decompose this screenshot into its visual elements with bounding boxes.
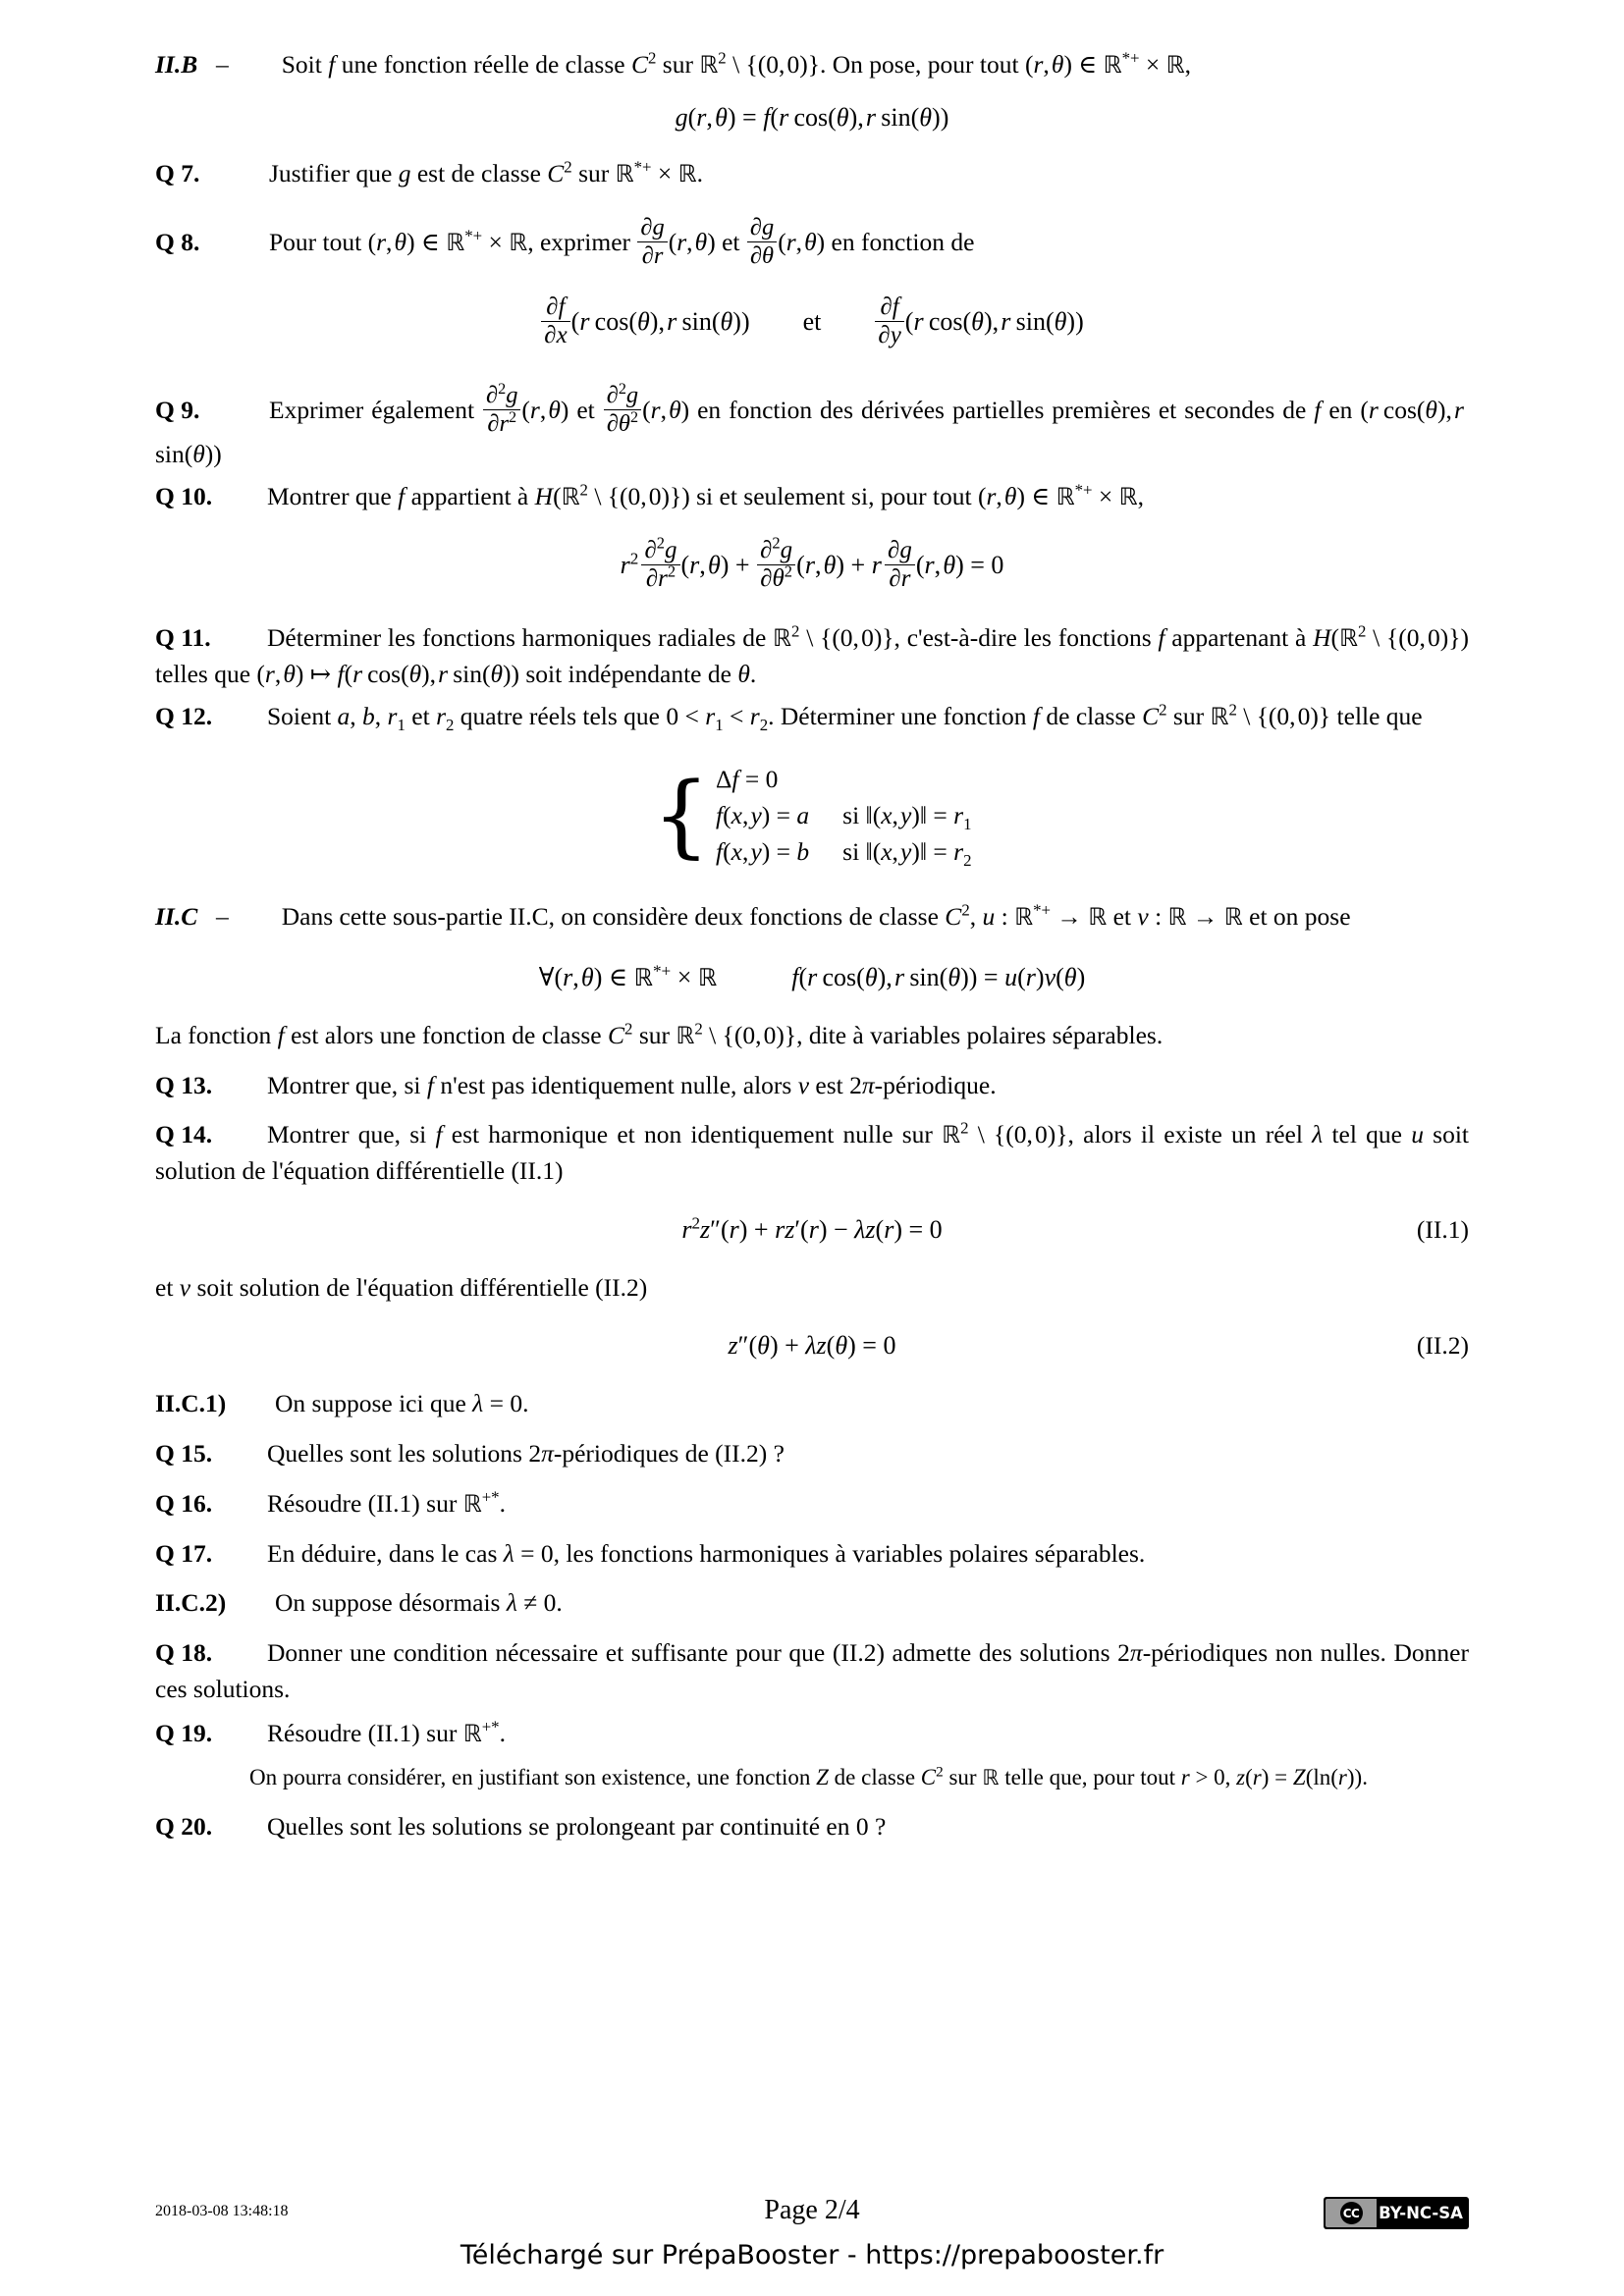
system-row-2: f(x, y) = a si ‖(x, y)‖ = $r_1$ [716, 800, 972, 833]
subsection-II-C-2-body: On suppose désormais λ ≠ 0. [275, 1588, 563, 1618]
section-II-B-body: Soit f une fonction réelle de classe $C^2$ sur ℝ$^2$ \ {(0, 0)}. On pose, pour tout (r, θ) ∈ ℝ*+ × ℝ, [281, 48, 1191, 79]
subsection-label-II-C-2: II.C.2) [155, 1588, 227, 1618]
question-q14-label: Q 14. [155, 1120, 213, 1149]
equation-polar-laplacian: $r^2$ $\frac{\partial^2g}{\partial r^2}$ (r, θ) + $\frac{\partial^2g}{\partial\theta^2}$ (r, θ) + r $\frac{\partial g}{\partial r}$ (r, θ) = 0 [620, 534, 1004, 593]
question-q7 [155, 156, 1469, 192]
equation-II-1: $r^2z''(r) + rz'(r) - \lambda z(r) = 0$ (II.1) [681, 1213, 1469, 1244]
section-label-II-C: II.C [155, 902, 198, 932]
question-q7-label: Q 7. [155, 158, 200, 187]
section-dash: – [216, 50, 229, 79]
cc-circle-icon: CC [1340, 2202, 1363, 2224]
section-II-C [155, 899, 1469, 935]
question-q12-label: Q 12. [155, 701, 213, 730]
question-q14-after [155, 1270, 1469, 1307]
question-q19 [155, 1716, 1469, 1752]
cc-license-text: BY-NC-SA [1379, 2204, 1463, 2222]
equation-q8-partials: $\frac{\partial f}{\partial x}$ (r cos(θ), r sin(θ)) et $\frac{\partial f}{\partial y}$ (r cos(θ), r sin(θ)) [155, 294, 1469, 349]
footer-page-number: Page 2/4 [764, 2195, 860, 2225]
question-q20-body: Quelles sont les solutions se prolongeant par continuité en 0 ? [267, 1811, 887, 1841]
question-q7-body: Justifier que g est de classe $C^2$ sur ℝ*+ × ℝ. [269, 157, 704, 187]
question-q16-body: Résoudre (II.1) sur ℝ+*. [267, 1487, 506, 1518]
equation-separable: ∀(r, θ) ∈ ℝ*+ × ℝ f(r cos(θ), r sin(θ)) = u(r)v(θ) [538, 961, 1086, 991]
download-watermark: Téléchargé sur PrépaBooster - https://prepabooster.fr [460, 2240, 1164, 2270]
question-q11-label: Q 11. [155, 623, 211, 653]
question-q8 [155, 215, 1469, 269]
equation-number-II-1: (II.1) [1416, 1214, 1469, 1244]
cc-logo-icon [1326, 2199, 1377, 2227]
question-q13 [155, 1068, 1469, 1104]
question-q11 [155, 620, 1469, 692]
question-q9-body: Exprimer également $\frac{\partial^2g}{\partial r^2}$ (r, θ) et $\frac{\partial^2g}{\partial\theta^2}$ (r, θ) en fonction des dérivées partielles premières et secondes de f en (r cos(θ), r sin(θ)) [155, 381, 1464, 469]
question-q10 [155, 479, 1469, 515]
question-q18-body: Donner une condition nécessaire et suffisante pour que (II.2) admette des solutions 2π-périodiques non nulles. Donner ces solutions. [155, 1638, 1469, 1703]
question-q14-body: Montrer que, si f est harmonique et non identiquement nulle sur ℝ$^2$ \ {(0, 0)}, alors il existe un réel λ tel que u soit solution de l'équation différentielle (II.1) [155, 1118, 1470, 1186]
question-q17-label: Q 17. [155, 1538, 213, 1568]
question-q15-body: Quelles sont les solutions 2π-périodiques de (II.2) ? [267, 1439, 785, 1468]
equation-number-II-2: (II.2) [1416, 1331, 1469, 1361]
question-q19-label: Q 19. [155, 1718, 213, 1747]
question-q10-body: Montrer que f appartient à H(ℝ$^2$ \ {(0, 0)}) si et seulement si, pour tout (r, θ) ∈ ℝ*+ × ℝ, [267, 480, 1144, 510]
question-q12 [155, 699, 1469, 735]
question-q15 [155, 1436, 1469, 1472]
equation-q12-system [155, 761, 1469, 871]
footer-timestamp: 2018-03-08 13:48:18 [155, 2203, 289, 2219]
section-label-II-B: II.B [155, 50, 198, 79]
question-q13-body: Montrer que, si f n'est pas identiquement nulle, alors v est 2π-périodique. [267, 1070, 997, 1099]
section-dash-2: – [216, 902, 229, 932]
question-q8-label: Q 8. [155, 228, 200, 257]
page-content [155, 47, 1469, 1845]
question-q15-label: Q 15. [155, 1439, 213, 1468]
subsection-label-II-C-1: II.C.1) [155, 1389, 227, 1418]
question-q16 [155, 1486, 1469, 1522]
system-row-3: f(x, y) = b si ‖(x, y)‖ = $r_2$ [716, 836, 972, 871]
question-q20-label: Q 20. [155, 1811, 213, 1841]
equation-II-2: z″(θ) + λz(θ) = 0 (II.2) [728, 1331, 1469, 1361]
subsection-II-C-1-body: On suppose ici que λ = 0. [275, 1389, 529, 1418]
question-q12-body: Soient a, b, $r_1$ et $r_2$ quatre réels tels que $0 < r_1 < r_2$. Déterminer une fonction f de classe $C^2$ sur ℝ$^2$ \ {(0, 0)} telle que [267, 700, 1423, 734]
question-q9-label: Q 9. [155, 395, 200, 424]
question-q17-body: En déduire, dans le cas λ = 0, les fonctions harmoniques à variables polaires séparables. [267, 1538, 1146, 1568]
brace-system [652, 761, 971, 871]
question-q14-after-text: et v soit solution de l'équation différentielle (II.2) [155, 1272, 648, 1302]
subsection-II-C-2 [155, 1585, 1469, 1622]
creative-commons-badge [1324, 2197, 1469, 2229]
question-q18-label: Q 18. [155, 1638, 213, 1668]
question-q11-body: Déterminer les fonctions harmoniques radiales de ℝ$^2$ \ {(0, 0)}, c'est-à-dire les fonctions f appartenant à H(ℝ$^2$ \ {(0, 0)}) telles que (r, θ) ↦ f(r cos(θ), r sin(θ)) soit indépendante de θ. [155, 621, 1469, 689]
equation-g-definition: g(r, θ) = f(r cos(θ), r sin(θ)) [675, 102, 949, 132]
question-q16-label: Q 16. [155, 1488, 213, 1518]
section-II-C-body: Dans cette sous-partie II.C, on considère deux fonctions de classe $C^2$, u : ℝ*+ → ℝ et v : ℝ → ℝ et on pose [281, 900, 1351, 932]
question-q14 [155, 1117, 1469, 1189]
question-q9 [155, 383, 1469, 473]
section-II-C-after: La fonction f est alors une fonction de classe $C^2$ sur ℝ$^2$ \ {(0, 0)}, dite à variables polaires séparables. [155, 1019, 1164, 1049]
left-brace-icon: { [652, 762, 711, 868]
system-row-1: Δf = 0 [716, 764, 779, 793]
question-q20 [155, 1809, 1469, 1845]
question-q8-body: Pour tout (r, θ) ∈ ℝ*+ × ℝ, exprimer $\frac{\partial g}{\partial r}$ (r, θ) et $\frac{\partial g}{\partial\theta}$ (r, θ) en fonction de [269, 214, 975, 269]
question-q19-body: Résoudre (II.1) sur ℝ+*. [267, 1717, 506, 1747]
section-II-B [155, 47, 1469, 83]
question-q18 [155, 1635, 1469, 1707]
subsection-II-C-1 [155, 1386, 1469, 1422]
question-q13-label: Q 13. [155, 1070, 213, 1099]
question-q17 [155, 1536, 1469, 1573]
question-q10-label: Q 10. [155, 481, 213, 510]
question-q19-hint: On pourra considérer, en justifiant son existence, une fonction Z de classe $C^2$ sur ℝ telle que, pour tout r > 0, z(r) = Z(ln(r)). [249, 1763, 1368, 1791]
